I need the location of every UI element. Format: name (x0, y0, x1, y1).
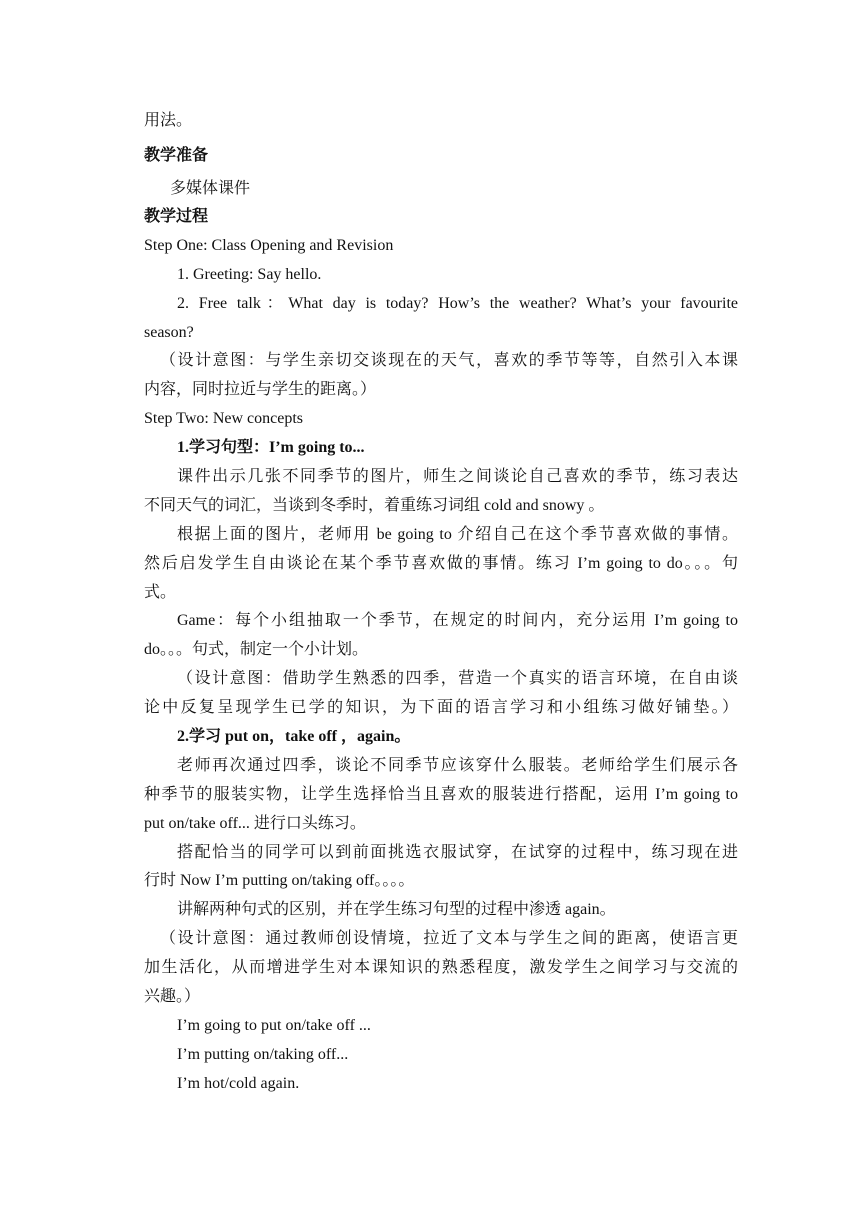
text-line: 行时 Now I’m putting on/taking off。。。。 (144, 872, 415, 889)
design-intent-line: 加生活化，从而增进学生对本课知识的熟悉程度，激发学生之间学习与交流的 (144, 959, 738, 976)
section-heading-process: 教学过程 (144, 208, 209, 225)
example-sentence: I’m hot/cold again. (177, 1075, 300, 1092)
text-line: 课件出示几张不同季节的图片，师生之间谈论自己喜欢的季节，练习表达 (177, 468, 738, 485)
section-heading-preparation: 教学准备 (144, 147, 209, 164)
text-line: 讲解两种句式的区别，并在学生练习句型的过程中渗透 again。 (177, 901, 616, 918)
step-heading: Step One: Class Opening and Revision (144, 237, 394, 254)
text-line: do。。。句式，制定一个小计划。 (144, 641, 369, 658)
design-intent-line: （设计意图：与学生亲切交谈现在的天气，喜欢的季节等等，自然引入本课 (160, 352, 738, 369)
example-sentence: I’m putting on/taking off... (177, 1046, 349, 1063)
subsection-heading: 2.学习 put on，take off ，again。 (177, 728, 411, 745)
design-intent-line: 兴趣。） (144, 988, 201, 1005)
design-intent-line: 内容，同时拉近与学生的距离。） (144, 381, 377, 398)
text-line: 式。 (144, 584, 177, 601)
subsection-heading: 1.学习句型：I’m going to... (177, 439, 365, 456)
step-heading: Step Two: New concepts (144, 410, 303, 427)
text-line: 不同天气的词汇，当谈到冬季时，着重练习词组 cold and snowy 。 (144, 497, 605, 514)
design-intent-line: （设计意图：借助学生熟悉的四季，营造一个真实的语言环境，在自由谈 (177, 670, 738, 687)
text-line: 根据上面的图片，老师用 be going to 介绍自己在这个季节喜欢做的事情。 (177, 526, 738, 543)
text-line: 种季节的服装实物，让学生选择恰当且喜欢的服装进行搭配，运用 I’m going to (144, 786, 738, 803)
text-line: 2. Free talk：What day is today? How’s the weather? What’s your favourite (177, 295, 738, 312)
example-sentence: I’m going to put on/take off ... (177, 1017, 371, 1034)
text-line: 用法。 (144, 112, 193, 129)
design-intent-line: （设计意图：通过教师创设情境，拉近了文本与学生之间的距离，使语言更 (160, 930, 738, 947)
text-line: 多媒体课件 (170, 180, 251, 197)
text-line: 1. Greeting: Say hello. (177, 266, 322, 283)
text-line: 老师再次通过四季，谈论不同季节应该穿什么服装。老师给学生们展示各 (177, 757, 738, 774)
text-line: 然后启发学生自由谈论在某个季节喜欢做的事情。练习 I’m going to do。。。句 (144, 555, 738, 572)
text-line: put on/take off... 进行口头练习。 (144, 815, 366, 832)
text-line: season? (144, 324, 194, 341)
design-intent-line: 论中反复呈现学生已学的知识，为下面的语言学习和小组练习做好铺垫。） (144, 699, 738, 716)
text-line: 搭配恰当的同学可以到前面挑选衣服试穿，在试穿的过程中，练习现在进 (177, 844, 738, 861)
text-line: Game：每个小组抽取一个季节，在规定的时间内，充分运用 I’m going to (177, 612, 738, 629)
